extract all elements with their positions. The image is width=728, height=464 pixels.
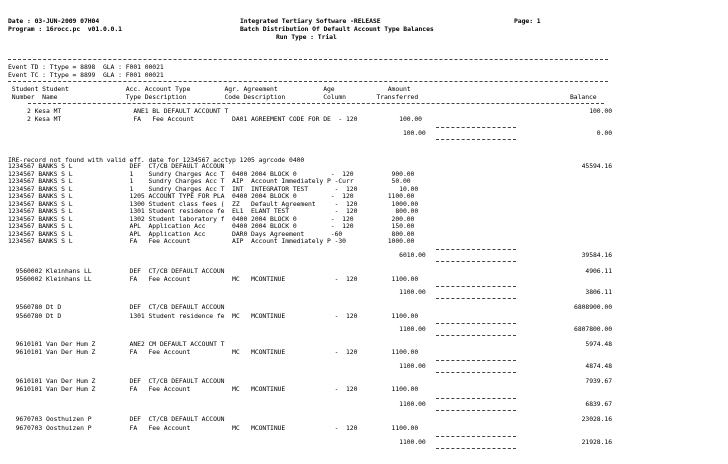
table-row: 1234567 BANKS S L 1205 ACCOUNT TYPE FOR PLA 0400 2004 BLOCK 0 - 120 1100.00 <box>8 192 415 200</box>
table-row: 1234567 BANKS S L 1 Sundry Charges Acc T 0400 2004 BLOCK 0 - 120 900.00 <box>8 170 415 178</box>
balance-cell: 6808900.00 <box>574 303 612 311</box>
balance-cell: 0.00 <box>596 129 612 137</box>
table-row: 9560002 Kleinhans LL FA Fee Account MC MCONTINUE - 120 1100.00 <box>8 275 419 283</box>
column-heading-balance: Balance <box>570 93 597 101</box>
table-row: 9610101 Van Der Hum Z FA Fee Account MC MCONTINUE - 120 1100.00 <box>8 385 419 393</box>
table-row: IRE-record not found with valid eff. date for 1234567 acctyp 1205 agrcode 0400 <box>8 156 305 164</box>
table-row: 9610101 Van Der Hum Z FA Fee Account MC MCONTINUE - 120 1100.00 <box>8 348 419 356</box>
table-row: 1234567 BANKS S L APL Application Acc DAR0 Days Agreement -60 800.00 <box>8 230 415 238</box>
subtotal-rule <box>436 127 516 128</box>
balance-cell: 4906.11 <box>585 267 612 275</box>
event-divider <box>8 81 608 82</box>
column-underline <box>28 103 604 104</box>
subtotal-row: 6010.00 <box>8 251 426 259</box>
subtotal-rule <box>436 298 516 299</box>
column-headings-line-2: Number Name Type Description Code Description Column Transferred <box>8 93 419 101</box>
report-title: Integrated Tertiary Software -RELEASE <box>240 17 381 25</box>
table-row: 9670703 Oosthuizen P DEF CT/CB DEFAULT ACCOUN <box>8 415 225 423</box>
balance-cell: 6839.67 <box>585 400 612 408</box>
balance-cell: 21928.16 <box>581 438 612 446</box>
subtotal-rule <box>436 398 516 399</box>
table-row: 9610101 Van Der Hum Z ANE2 CM DEFAULT ACCOUNT T <box>8 340 225 348</box>
subtotal-row: 1100.00 <box>8 400 426 408</box>
subtotal-row: 1100.00 <box>8 362 426 370</box>
table-row: 1234567 BANKS S L 1 Sundry Charges Acc T INT INTEGRATOR TEST - 120 10.00 <box>8 185 419 193</box>
subtotal-rule <box>436 436 516 437</box>
report-date: Date : 03-JUN-2009 07H04 <box>8 17 100 25</box>
subtotal-rule <box>436 249 516 250</box>
balance-cell: 100.00 <box>589 107 612 115</box>
table-row: 2 Kesa MT ANE1 BL DEFAULT ACCOUNT T <box>8 107 229 115</box>
subtotal-rule <box>436 323 516 324</box>
subtotal-rule <box>436 335 516 336</box>
table-row: 1234567 BANKS S L 1 Sundry Charges Acc T AIP Account Immediately P -Curr 50.00 <box>8 177 411 185</box>
table-row: 1234567 BANKS S L APL Application Acc 0400 2004 BLOCK 0 - 120 150.00 <box>8 222 415 230</box>
balance-cell: 45594.16 <box>581 162 612 170</box>
table-row: 9560780 Dt D 1301 Student residence fe MC MCONTINUE - 120 1100.00 <box>8 312 419 320</box>
column-headings-line-1: Student Student Acc. Account Type Agr. Agreement Age Amount <box>8 85 411 93</box>
subtotal-rule <box>436 139 516 140</box>
subtotal-row: 1100.00 <box>8 438 426 446</box>
subtotal-rule <box>436 372 516 373</box>
balance-cell: 4874.48 <box>585 362 612 370</box>
table-row: 2 Kesa MT FA Fee Account DA01 AGREEMENT CODE FOR DE - 120 100.00 <box>8 115 422 123</box>
subtotal-row: 1100.00 <box>8 288 426 296</box>
subtotal-rule <box>436 286 516 287</box>
balance-cell: 7939.67 <box>585 377 612 385</box>
table-row: 9560780 Dt D DEF CT/CB DEFAULT ACCOUN <box>8 303 225 311</box>
subtotal-rule <box>436 410 516 411</box>
page-number: Page: 1 <box>514 17 541 25</box>
report-program: Program : 16rocc.pc v01.0.0.1 <box>8 25 122 33</box>
header-divider <box>8 59 608 60</box>
table-row: 9560002 Kleinhans LL DEF CT/CB DEFAULT ACCOUN <box>8 267 225 275</box>
run-type: Run Type : Trial <box>276 33 337 41</box>
balance-cell: 3806.11 <box>585 288 612 296</box>
event-tc-line: Event TC : Ttype = 8899 GLA : F001 00021 <box>8 71 164 79</box>
balance-cell: 23028.16 <box>581 415 612 423</box>
subtotal-row: 1100.00 <box>8 325 426 333</box>
subtotal-rule <box>436 261 516 262</box>
table-row: 1234567 BANKS S L 1300 Student class fees ( ZZ Default Agreement - 120 1000.00 <box>8 200 419 208</box>
balance-cell: 5974.48 <box>585 340 612 348</box>
table-row: 1234567 BANKS S L FA Fee Account AIP Account Immediately P -30 1000.00 <box>8 237 415 245</box>
event-td-line: Event TD : Ttype = 8898 GLA : F001 00021 <box>8 63 164 71</box>
report-subtitle: Batch Distribution Of Default Account Type Balances <box>240 25 434 33</box>
table-row: 9610101 Van Der Hum Z DEF CT/CB DEFAULT ACCOUN <box>8 377 225 385</box>
table-row: 1234567 BANKS S L 1301 Student residence fe EL1 ELANT TEST - 120 800.00 <box>8 207 419 215</box>
table-row: 1234567 BANKS S L 1302 Student laboratory f 0400 2004 BLOCK 0 - 120 200.00 <box>8 215 415 223</box>
subtotal-rule <box>436 448 516 449</box>
subtotal-rule <box>436 360 516 361</box>
balance-cell: 6807800.00 <box>574 325 612 333</box>
table-row: 9670703 Oosthuizen P FA Fee Account MC MCONTINUE - 120 1100.00 <box>8 424 419 432</box>
table-row: 1234567 BANKS S L DEF CT/CB DEFAULT ACCOUN <box>8 162 225 170</box>
subtotal-row: 100.00 <box>8 129 426 137</box>
balance-cell: 39584.16 <box>581 251 612 259</box>
